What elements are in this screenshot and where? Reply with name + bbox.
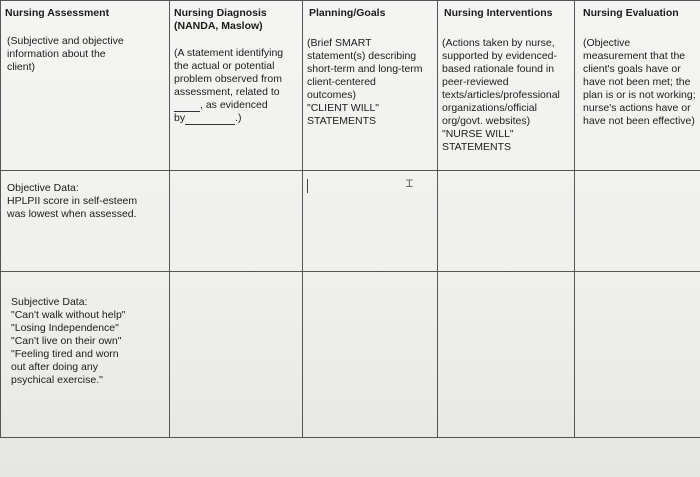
- subjective-evaluation-cell[interactable]: [575, 272, 700, 438]
- interventions-desc-line8: "NURSE WILL": [442, 128, 514, 140]
- interventions-desc-line4: peer-reviewed: [442, 76, 509, 88]
- subjective-quote5: out after doing any: [11, 361, 98, 373]
- evaluation-desc-line2: measurement that the: [583, 50, 686, 62]
- diagnosis-desc-line6-prefix: by: [174, 112, 186, 124]
- assessment-title: Nursing Assessment: [5, 7, 110, 19]
- evaluation-desc-line6: nurse's actions have or: [583, 102, 691, 114]
- evaluation-desc-line7: have not been effective): [583, 115, 695, 127]
- objective-evaluation-cell[interactable]: [575, 171, 700, 272]
- subjective-assessment-cell[interactable]: [1, 272, 170, 438]
- evaluation-desc-line1: (Objective: [583, 37, 631, 49]
- objective-assessment-cell[interactable]: [1, 171, 170, 272]
- subjective-planning-cell[interactable]: [303, 272, 438, 438]
- interventions-desc-line6: organizations/official: [442, 102, 537, 114]
- interventions-desc-line3: based rationale found in: [442, 63, 555, 75]
- planning-desc-line3: short-term and long-term: [307, 63, 423, 75]
- subjective-quote6: psychical exercise.": [11, 374, 103, 386]
- planning-title: Planning/Goals: [309, 7, 386, 19]
- evaluation-title: Nursing Evaluation: [583, 7, 679, 19]
- ibeam-cursor-icon: ⌶: [405, 176, 413, 190]
- subjective-quote4: "Feeling tired and worn: [11, 348, 119, 360]
- objective-diagnosis-cell[interactable]: [170, 171, 303, 272]
- related-to-blank[interactable]: [174, 100, 200, 112]
- objective-row: [1, 171, 700, 272]
- header-evaluation-cell[interactable]: [575, 1, 700, 171]
- evidenced-by-blank[interactable]: [185, 113, 235, 125]
- objective-interventions-cell[interactable]: [438, 171, 575, 272]
- subjective-data-label: Subjective Data:: [11, 296, 88, 308]
- subjective-quote1: "Can't walk without help": [11, 309, 126, 321]
- text-cursor: [307, 179, 308, 193]
- header-row: [1, 1, 700, 171]
- evaluation-desc-line3: client's goals have or: [583, 63, 681, 75]
- diagnosis-desc-line3: problem observed from: [174, 73, 282, 85]
- planning-desc-line4: client-centered: [307, 76, 376, 88]
- header-diagnosis-cell[interactable]: [170, 1, 303, 171]
- interventions-desc-line5: texts/articles/professional: [442, 89, 560, 101]
- planning-desc-line1: (Brief SMART: [307, 37, 372, 49]
- diagnosis-desc-line6-suffix: .): [235, 112, 242, 124]
- header-interventions-cell[interactable]: [438, 1, 575, 171]
- subjective-row: [1, 272, 700, 438]
- evaluation-desc-line4: have not been met; the: [583, 76, 691, 88]
- header-planning-cell[interactable]: [303, 1, 438, 171]
- objective-planning-cell[interactable]: [303, 171, 438, 272]
- assessment-desc: (Subjective and objective information about the client): [7, 35, 124, 73]
- planning-desc-line5: outcomes): [307, 89, 357, 101]
- interventions-desc-line9: STATEMENTS: [442, 141, 512, 153]
- subjective-quote2: "Losing Independence": [11, 322, 119, 334]
- diagnosis-desc-line2: the actual or potential: [174, 60, 275, 72]
- header-assessment-cell[interactable]: [1, 1, 170, 171]
- diagnosis-desc-line1: (A statement identifying: [174, 47, 284, 59]
- interventions-desc-line7: org/govt. websites): [442, 115, 531, 127]
- planning-desc-line7: STATEMENTS: [307, 115, 377, 127]
- planning-desc-line6: "CLIENT WILL": [307, 102, 380, 114]
- objective-data-line1: HPLPII score in self-esteem: [7, 195, 138, 207]
- subjective-quote3: "Can't live on their own": [11, 335, 122, 347]
- objective-data-line2: was lowest when assessed.: [7, 208, 137, 220]
- interventions-desc-line1: (Actions taken by nurse,: [442, 37, 555, 49]
- subjective-diagnosis-cell[interactable]: [170, 272, 303, 438]
- interventions-title: Nursing Interventions: [444, 7, 553, 19]
- diagnosis-desc-line5: , as evidenced: [200, 99, 268, 111]
- planning-desc-line2: statement(s) describing: [307, 50, 417, 62]
- subjective-interventions-cell[interactable]: [438, 272, 575, 438]
- diagnosis-title-line1: Nursing Diagnosis: [174, 7, 267, 19]
- interventions-desc-line2: supported by evidenced-: [442, 50, 557, 62]
- evaluation-desc-line5: plan is or is not working;: [583, 89, 696, 101]
- diagnosis-title-line2: (NANDA, Maslow): [174, 20, 263, 32]
- objective-data-label: Objective Data:: [7, 182, 79, 194]
- diagnosis-desc-line4: assessment, related to: [174, 86, 280, 98]
